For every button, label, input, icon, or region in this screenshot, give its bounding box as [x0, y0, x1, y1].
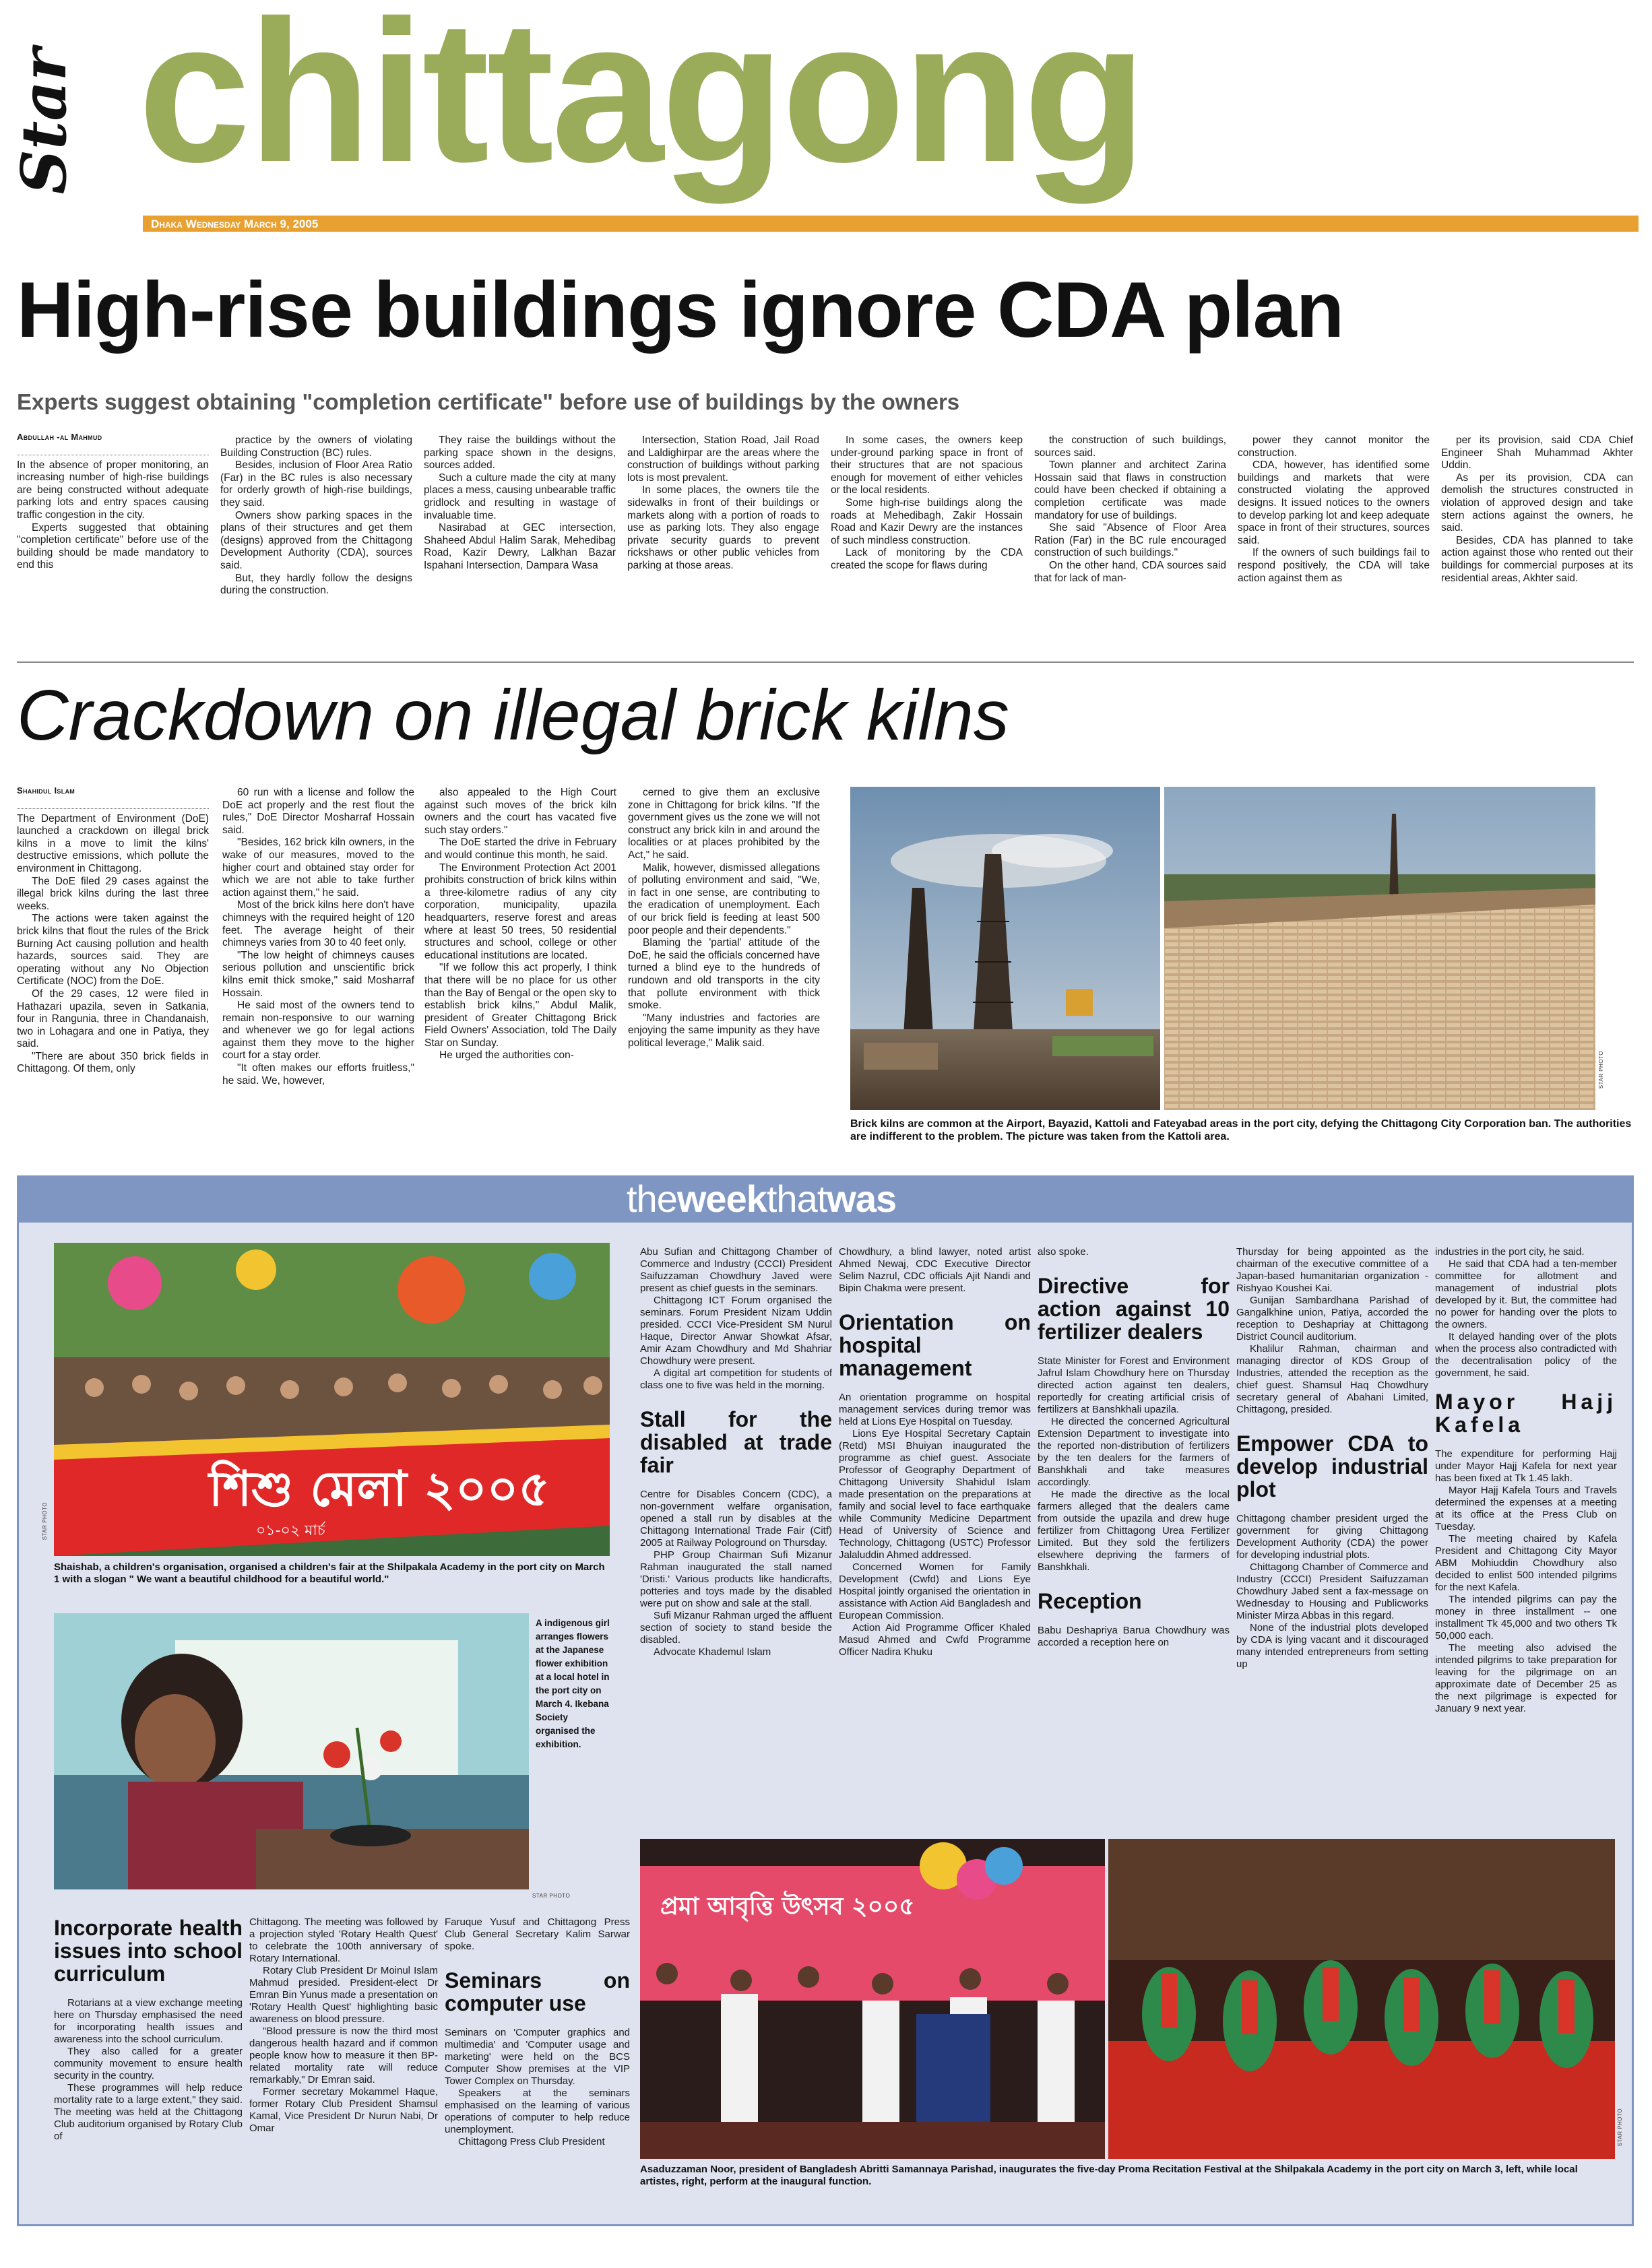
proma-dance-photo	[1108, 1839, 1615, 2159]
twtw-column	[640, 1246, 832, 1829]
story1-paragraph: If the owners of such buildings fail to respond positively, the CDA will take action against them as	[1238, 547, 1430, 584]
ikebana-side-caption: A indigenous girl arranges flowers at the Japanese flower exhibition at a local hotel in the port city on March 4. Ikebana Society organised the exhibition.	[536, 1618, 610, 1749]
twtw-column	[249, 1916, 438, 2199]
story2-paragraph: The actions were taken against the brick kilns that flout the rules of the Brick Burning Act causing pollution and health hazards, sources said. They are operating without any No Objection Certificate (NOC) from the DoE.	[17, 913, 209, 987]
story1-paragraph: the construction of such buildings, sources said.	[1034, 434, 1226, 459]
twtw-story-headline: Directive for action against 10 fertilizer dealers	[1038, 1274, 1230, 1344]
twtw-story-headline: Incorporate health issues into school curriculum	[54, 1916, 243, 1986]
twtw-column	[54, 1916, 243, 2199]
childrens-fair-banner-text: শিশু মেলা ২০০৫	[209, 1460, 550, 1517]
proma-caption: Asaduzzaman Noor, president of Bangladesh Abritti Samannaya Parishad, inaugurates the five-day Proma Recitation Festival at the Shilpakala Academy in the port city on March 3, left, while local artistes, right, perform at the inaugural function.	[640, 2164, 1578, 2187]
twtw-paragraph: Khalilur Rahman, chairman and managing director of KDS Group of Industries, attended the reception as the chief guest. Shamsul Haq Chowdhury secretary general of Abahani Limited, Chittagong, presided.	[1236, 1343, 1428, 1415]
twtw-paragraph: Chittagong. The meeting was followed by a projection styled 'Rotary Health Quest' to celebrate the 100th anniversary of Rotary International.	[249, 1916, 438, 1964]
story1-paragraph: In some places, the owners tile the sidewalks in front of their buildings or markets along with a portion of roads to use as parking lots. They also engage private security guards to prevent rickshaws or other public vehicles from parking at those areas.	[627, 484, 819, 571]
story2-paragraph: The DoE started the drive in February and would continue this month, he said.	[424, 837, 616, 861]
twtw-story-headline: Stall for the disabled at trade fair	[640, 1407, 832, 1477]
twtw-column	[1236, 1246, 1428, 1829]
story1-column	[1441, 434, 1633, 653]
story2-column	[17, 785, 209, 1159]
twtw-paragraph: also spoke.	[1038, 1246, 1089, 1258]
twtw-column	[1435, 1246, 1617, 1829]
story1-paragraph: Experts suggested that obtaining "completion certificate" before use of the building should be made mandatory to end this	[17, 521, 209, 571]
story1-column	[627, 434, 819, 653]
story1-paragraph: per its provision, said CDA Chief Engineer Shah Muhammad Akhter Uddin.	[1441, 434, 1633, 472]
twtw-paragraph: Concerned Women for Family Development (Cwfd) and Lions Eye Hospital jointly organised the orientation in assistance with Action Aid Bangladesh and European Commission.	[839, 1561, 1031, 1621]
twtw-paragraph: Faruque Yusuf and Chittagong Press Club General Secretary Kalim Sarwar spoke.	[445, 1916, 630, 1952]
story2-paragraph: Of the 29 cases, 12 were filed in Hathazari upazila, seven in Satkania, four in Rangunia, three in Chandanaish, two in Lohagara and one in Patiya, they said.	[17, 987, 209, 1050]
twtw-paragraph: "Blood pressure is now the third most dangerous health hazard and if common people know how to measure it then BP-related mortality rate will reduce remarkably," Dr Emran said.	[249, 2026, 438, 2085]
story2-paragraph: "Many industries and factories are enjoying the same impunity as they have political leverage," Malik said.	[628, 1012, 820, 1049]
masthead-dateline: Dhaka Wednesday March 9, 2005	[151, 218, 319, 230]
twtw-paragraph: State Minister for Forest and Environment Jafrul Islam Chowdhury here on Thursday directed action against ten dealers, reportedly for creating artificial crisis of fertilizers at Banshkhali upazila.	[1038, 1355, 1230, 1415]
story2-column	[424, 787, 616, 1161]
story2-paragraph: "If we follow this act properly, I think that there will be no place for us other than the Bay of Bengal or the open sky to establish brick kilns," Abdul Malik, president of Greater Chittagong Brick Field Owners' Association, told The Daily Star on Sunday.	[424, 962, 616, 1049]
story1-column	[831, 434, 1023, 653]
story1-paragraph: In the absence of proper monitoring, an increasing number of high-rise buildings are being constructed without adequate parking lots and entry spaces causing traffic congestion in the city.	[17, 459, 209, 521]
story2-byline: Shahidul Islam	[17, 785, 75, 796]
story2-paragraph: The DoE filed 29 cases against the illegal brick kilns during the last three weeks.	[17, 875, 209, 912]
twtw-paragraph: Chittagong Press Club President	[458, 2136, 605, 2147]
twtw-paragraph: Abu Sufian and Chittagong Chamber of Commerce and Industry (CCCI) President Saifuzzaman Chowdhury Javed were present as chief guests in the seminars.	[640, 1246, 832, 1294]
twtw-paragraph: He made the directive as the local farmers alleged that the dealers came from outside the upazila and drew huge fertilizer from Chittagong Urea Fertilizer Limited. But they sold the fertilizers elsewhere depriving the farmers of Banshkhali.	[1038, 1489, 1230, 1573]
childrens-fair-caption: Shaishab, a children's organisation, organised a children's fair at the Shilpakala Academy in the port city on March 1 with a slogan " We want a beautiful childhood for a beautiful world."	[54, 1561, 605, 1585]
story1-paragraph: They raise the buildings without the parking space shown in the designs, sources added.	[424, 434, 616, 472]
story1-paragraph: practice by the owners of violating Building Construction (BC) rules.	[220, 434, 412, 459]
story1-paragraph: Owners show parking spaces in the plans of their structures and get them (designs) approved from the Chittagong Development Authority (CDA), sources said.	[220, 509, 412, 571]
twtw-paragraph: Thursday for being appointed as the chairman of the executive committee of a Japan-based humanitarian organization - Rishyao Koushei Kai.	[1236, 1246, 1428, 1294]
story2-paragraph: Most of the brick kilns here don't have chimneys with the required height of 120 feet. The average height of their chimneys varies from 30 to 40 feet only.	[222, 899, 414, 949]
story-divider	[17, 661, 1634, 663]
twtw-paragraph: The intended pilgrims can pay the money in three installment -- one installment Tk 45,000 and two others Tk 50,000 each.	[1435, 1594, 1617, 1642]
twtw-title-was: was	[827, 1177, 897, 1220]
story1-paragraph: Besides, CDA has planned to take action against those who rented out their buildings for commercial purposes at its residential areas, Akhter said.	[1441, 534, 1633, 584]
twtw-paragraph: None of the industrial plots developed by CDA is lying vacant and it discouraged many intended entrepreneurs from setting up	[1236, 1622, 1428, 1670]
twtw-paragraph: Chowdhury, a blind lawyer, noted artist Ahmed Newaj, CDC Executive Director Selim Nazrul, CDC officials Ajit Nandi and Bipin Chakma were present.	[839, 1246, 1031, 1294]
ikebana-credit: STAR PHOTO	[532, 1893, 571, 1899]
twtw-paragraph: Advocate Khademul Islam	[654, 1646, 771, 1658]
brick-photo-credit: STAR PHOTO	[1598, 1051, 1604, 1089]
twtw-paragraph: These programmes will help reduce mortality rate to a large extent," they said. The meeting was held at the Chittagong Club auditorium organised by Rotary Club of	[54, 2082, 243, 2142]
twtw-paragraph: He said that CDA had a ten-member committee for allotment and management of industrial plots developed by it. But, the committee had no power for handing over the plots to the owners.	[1435, 1258, 1617, 1330]
twtw-paragraph: Mayor Hajj Kafela Tours and Travels determined the expenses at a meeting at its office at the Press Club on Tuesday.	[1435, 1485, 1617, 1532]
twtw-paragraph: Sufi Mizanur Rahman urged the affluent section of society to stand beside the disabled.	[640, 1610, 832, 1646]
story1-paragraph: Such a culture made the city at many places a mess, causing unbearable traffic gridlock and resulting in wastage of invaluable time.	[424, 472, 616, 521]
twtw-column	[445, 1916, 630, 2199]
twtw-story-headline: Orientation on hospital management	[839, 1310, 1031, 1380]
story2-paragraph: He urged the authorities con-	[439, 1049, 574, 1062]
story1-byline: Abdullah -al Mahmud	[17, 432, 102, 442]
story2-paragraph: He said most of the owners tend to remain non-responsive to our warning and whenever we go for legal actions against them they move to the higher court for a stay order.	[222, 1000, 414, 1062]
story1-paragraph: Some high-rise buildings along the roads at Mehedibagh, Zakir Hossain Road and Kazir Dewry are the instances of such mindless construction.	[831, 496, 1023, 546]
story1-headline: High-rise buildings ignore CDA plan	[17, 265, 1344, 354]
story1-paragraph: On the other hand, CDA sources said that for lack of man-	[1034, 559, 1226, 584]
twtw-paragraph: Rotarians at a view exchange meeting here on Thursday emphasised the need for incorporating health issues and awareness into the school curriculum.	[54, 1997, 243, 2045]
twtw-paragraph: Lions Eye Hospital Secretary Captain (Retd) MSI Bhuiyan inaugurated the programme as chief guest. Associate Professor of Geography Department of Chittagong University Shahidul Islam made presentation on the preparations at family and social level to face earthquake while Community Medicine Department Head of University of Science and Technology, Chittagong (USTC) Professor Jalaluddin Ahmed addressed.	[839, 1428, 1031, 1561]
story2-paragraph: Blaming the 'partial' attitude of the DoE, he said the officials concerned have turned a blind eye to the hundreds of rundown and old transports in the city that pollute environment with thick smoke.	[628, 937, 820, 1012]
twtw-paragraph: Rotary Club President Dr Moinul Islam Mahmud presided. President-elect Dr Emran Bin Yunus made a presentation on 'Rotary Health Quest' highlighting basic awareness on blood pressure.	[249, 1965, 438, 2025]
story2-paragraph: "The low height of chimneys causes serious pollution and unscientific brick kilns emit thick smoke," said Mosharraf Hossain.	[222, 949, 414, 999]
story1-column	[1238, 434, 1430, 653]
story1-paragraph: Besides, inclusion of Floor Area Ratio (Far) in the BC rules is also necessary for orderly growth of high-rise buildings, they said.	[220, 459, 412, 509]
proma-stage-banner: প্রমা আবৃত্তি উৎসব ২০০৫	[660, 1893, 915, 1920]
story2-paragraph: Malik, however, dismissed allegations of polluting environment and said, "We, in fact in one sense, are contributing to the eradication of unemployment. Each of our brick field is feeding at least 500 poor people and their dependents."	[628, 862, 820, 936]
story2-column	[222, 787, 414, 1161]
twtw-paragraph: The meeting chaired by Kafela President and Chittagong City Mayor ABM Mohiuddin Chowdhury also decided to enlist 500 intended pilgrims for the next Kafela.	[1435, 1533, 1617, 1593]
twtw-paragraph: A digital art competition for students of class one to five was held in the morning.	[640, 1367, 832, 1391]
story2-paragraph: "It often makes our efforts fruitless," he said. We, however,	[222, 1062, 414, 1087]
twtw-title-that: that	[766, 1177, 827, 1220]
story1-column	[220, 434, 412, 653]
masthead-title: chittagong	[138, 0, 1145, 204]
story1-column	[1034, 434, 1226, 653]
story2-paragraph: cerned to give them an exclusive zone in Chittagong for brick kilns. "If the government gives us the zone we will not construct any brick kiln in and around the localities or at places prohibited by the Act," he said.	[628, 787, 820, 861]
twtw-story-headline: Reception	[1038, 1589, 1142, 1613]
childrens-fair-photo	[54, 1243, 610, 1556]
story1-paragraph: power they cannot monitor the construction.	[1238, 434, 1430, 459]
twtw-paragraph: PHP Group Chairman Sufi Mizanur Rahman inaugurated the stall named 'Dristi.' Various products like handicrafts, potteries and toys made by the disabled were put on show and sale at the stall.	[640, 1549, 832, 1609]
proma-festival-photo	[640, 1839, 1105, 2159]
star-logo-text: Star	[7, 48, 80, 195]
story1-paragraph: Intersection, Station Road, Jail Road and Laldighirpar are the areas where the construction of buildings without parking lots is most prevalent.	[627, 434, 819, 484]
twtw-column	[839, 1246, 1031, 1829]
twtw-story-headline: Empower CDA to develop industrial plot	[1236, 1431, 1428, 1501]
story1-paragraph: Lack of monitoring by the CDA created the scope for flaws during	[831, 547, 1023, 571]
byline-rule	[17, 447, 209, 455]
twtw-paragraph: The expenditure for performing Hajj under Mayor Hajj Kafela for next year has been fixed at Tk 1.45 lakh.	[1435, 1448, 1617, 1484]
star-logo	[7, 27, 80, 209]
twtw-paragraph: Chittagong chamber president urged the government for giving Chittagong Development Authority (CDA) the power for developing industrial plots.	[1236, 1513, 1428, 1561]
story1-paragraph: She said "Absence of Floor Area Ration (Far) in the BC rule encouraged construction of such buildings."	[1034, 522, 1226, 559]
twtw-story-headline: Mayor Hajj Kafela	[1435, 1390, 1617, 1437]
story1-paragraph: But, they hardly follow the designs during the construction.	[220, 572, 412, 597]
story1-column	[17, 431, 209, 653]
story2-paragraph: "Besides, 162 brick kiln owners, in the wake of our measures, moved to the higher court and obtained stay order for which we are not able to take further action against them," he said.	[222, 837, 414, 899]
twtw-paragraph: Speakers at the seminars emphasised on the learning of various operations of computer to help reduce unemployment.	[445, 2087, 630, 2135]
twtw-paragraph: Former secretary Mokammel Haque, former Rotary Club President Shamsul Kamal, Vice President Dr Nurun Nabi, Dr Omar	[249, 2086, 438, 2134]
ikebana-photo	[54, 1613, 529, 1889]
brick-kiln-photo-chimneys	[850, 787, 1160, 1110]
twtw-paragraph: An orientation programme on hospital management services during tremor was held at Lions Eye Hospital on Tuesday.	[839, 1392, 1031, 1427]
story2-paragraph: also appealed to the High Court against such moves of the brick kiln owners and the court has vacated five such stay orders."	[424, 787, 616, 836]
childrens-fair-credit: STAR PHOTO	[42, 1502, 48, 1541]
twtw-paragraph: It delayed handing over of the plots when the process also contradicted with the decentralisation policy of the government, he said.	[1435, 1331, 1617, 1379]
twtw-paragraph: Centre for Disables Concern (CDC), a non-government welfare organisation, opened a stall run by disables at the Chittagong International Trade Fair (Citf) 2005 at Railway Pologround on Thursday.	[640, 1489, 832, 1549]
story2-headline: Crackdown on illegal brick kilns	[17, 676, 1009, 755]
twtw-paragraph: They also called for a greater community movement to ensure health security in the country.	[54, 2046, 243, 2081]
twtw-paragraph: Chittagong ICT Forum organised the seminars. Forum President Nizam Uddin presided. CCCI Vice-President SM Nurul Haque, Director Anwar Showkat Afsar, Amir Azam Chowdhury and Md Shahriar Chowdhury were present.	[640, 1295, 832, 1367]
story1-column	[424, 434, 616, 653]
twtw-paragraph: Seminars on 'Computer graphics and multimedia' and 'Computer usage and marketing' were held on the BCS Computer Show premises at the VIP Tower Complex on Thursday.	[445, 2027, 630, 2087]
story2-paragraph: The Environment Protection Act 2001 prohibits construction of brick kilns within a three-kilometre radius of any city corporation, municipality, upazila headquarters, reserve forest and areas where at least 50 trees, 50 residential structures and school, college or other educational institutions are located.	[424, 862, 616, 961]
twtw-paragraph: Chittagong Chamber of Commerce and Industry (CCCI) President Saifuzzaman Chowdhury Jabed sent a fax-message on Wednesday to Housing and Publicworks Minister Mirza Abbas in this regard.	[1236, 1561, 1428, 1621]
story2-paragraph: "There are about 350 brick fields in Chittagong. Of them, only	[17, 1050, 209, 1075]
twtw-paragraph: Action Aid Programme Officer Khaled Masud Ahmed and Cwfd Programme Officer Nadira Khuku	[839, 1622, 1031, 1658]
twtw-band	[17, 1175, 1634, 1223]
story2-column	[628, 787, 820, 1161]
masthead	[0, 0, 1652, 229]
twtw-paragraph: Gunijan Sambardhana Parishad of Gangalkhine union, Patiya, accorded the reception to Deshapriay at Chittagong District Council auditorium.	[1236, 1295, 1428, 1342]
story1-paragraph: In some cases, the owners keep under-ground parking space in front of their structures that are not spacious enough for movement of either vehicles or the local residents.	[831, 434, 1023, 496]
story1-paragraph: Nasirabad at GEC intersection, Shaheed Abdul Halim Sarak, Mehedibag Road, Kazir Dewry, Lalkhan Bazar Ispahani Intersection, Dampara Wasa	[424, 522, 616, 571]
twtw-paragraph: Babu Deshapriya Barua Chowdhury was accorded a reception here on	[1038, 1625, 1230, 1648]
twtw-column	[1038, 1246, 1230, 1829]
twtw-paragraph: He directed the concerned Agricultural Extension Department to investigate into the reported non-distribution of fertilizers by the ten dealers for the farmers of Banshkhali and take measures accordingly.	[1038, 1416, 1230, 1488]
childrens-fair-banner-date: ০১-০২ মার্চ	[256, 1522, 325, 1539]
twtw-story-headline: Seminars on computer use	[445, 1968, 630, 2015]
story1-paragraph: Town planner and architect Zarina Hossain said that flaws in construction could have been checked if obtaining a completion certificate was made mandatory for use of buildings.	[1034, 459, 1226, 521]
masthead-orange-rule	[143, 216, 1639, 232]
brick-kiln-caption: Brick kilns are common at the Airport, Bayazid, Kattoli and Fateyabad areas in the port city, defying the Chittagong City Corporation ban. The authorities are indifferent to the problem. The picture was taken from the Kattoli area.	[850, 1118, 1632, 1142]
story2-paragraph: 60 run with a license and follow the DoE act properly and the rest flout the rules," DoE Director Mosharraf Hossain said.	[222, 787, 414, 836]
proma-credit: STAR PHOTO	[1617, 2108, 1623, 2147]
twtw-title-the: the	[627, 1177, 677, 1220]
twtw-title-week: week	[676, 1177, 767, 1220]
story2-paragraph: The Department of Environment (DoE) launched a crackdown on illegal brick kilns in a move to limit the kilns' destructive emissions, which pollute the environment in Chittagong.	[17, 812, 209, 874]
brick-kiln-photo-brick-field	[1164, 787, 1595, 1110]
story1-paragraph: CDA, however, has identified some buildings and markets that were constructed violating the approved designs. It issued notices to the owners to develop parking lot and keep adequate space in front of their structures, sources said.	[1238, 459, 1430, 546]
story1-paragraph: As per its provision, CDA can demolish the structures constructed in violation of approved design and take stern actions against the owners, he said.	[1441, 472, 1633, 534]
byline-rule	[17, 800, 209, 809]
twtw-paragraph: industries in the port city, he said.	[1435, 1246, 1585, 1258]
story1-deck: Experts suggest obtaining "completion certificate" before use of buildings by the owners	[17, 389, 960, 414]
twtw-title	[627, 1175, 896, 1223]
twtw-paragraph: The meeting also advised the intended pilgrims to take preparation for leaving for the pilgrimage on an approximate date of December 25 as the next pilgrimage is expected for January 9 next year.	[1435, 1642, 1617, 1714]
